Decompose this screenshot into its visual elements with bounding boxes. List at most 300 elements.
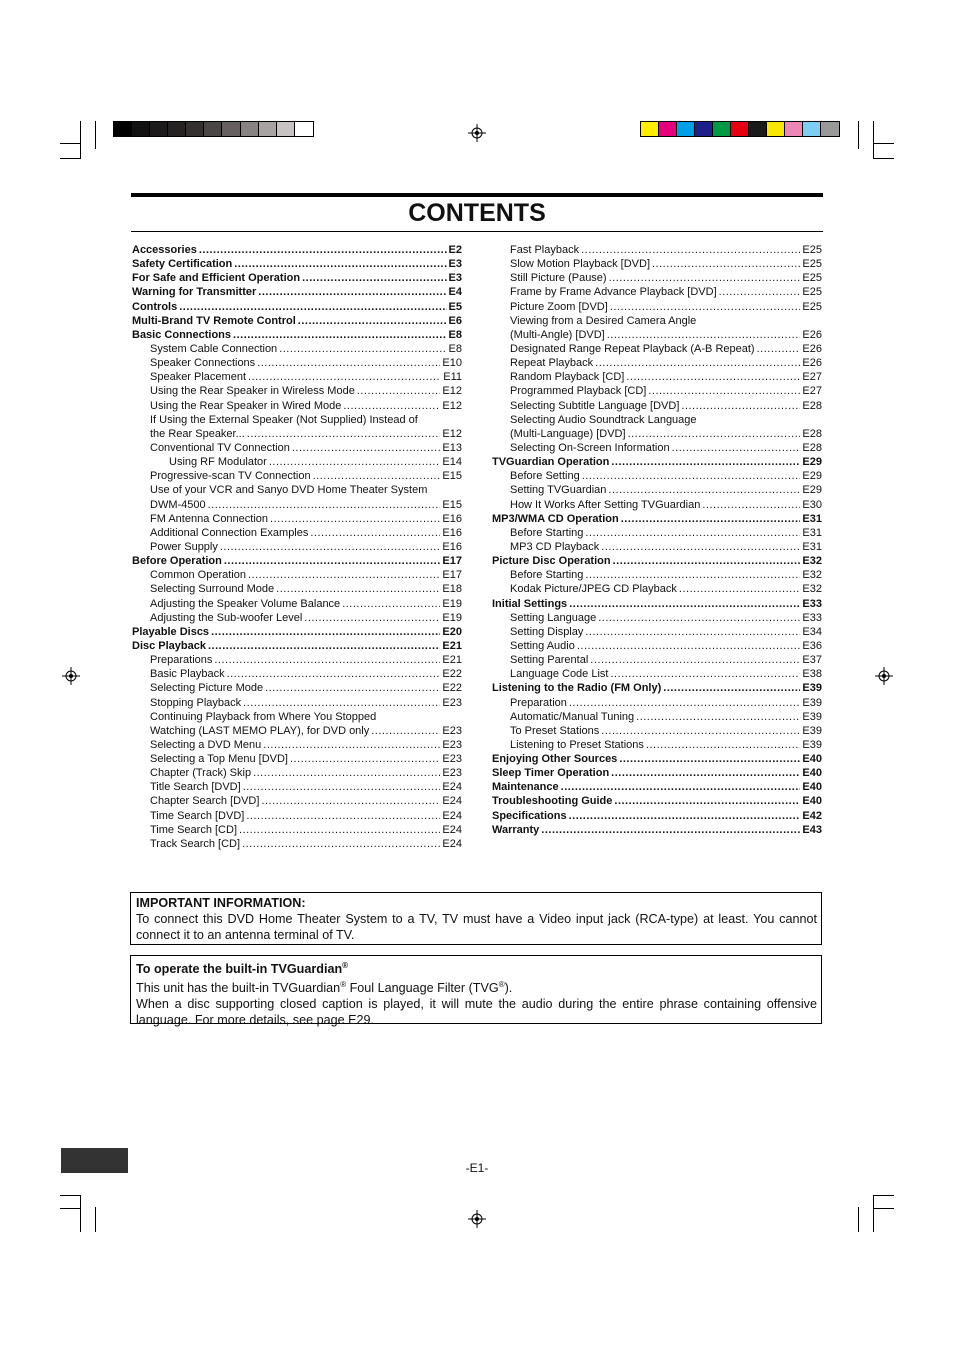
toc-leader-dots xyxy=(246,809,440,823)
toc-entry xyxy=(132,526,462,540)
registration-mark-icon xyxy=(62,667,80,685)
toc-entry-label: Safety Certification xyxy=(132,258,233,271)
toc-entry-label: Stopping Playback xyxy=(150,696,242,709)
toc-entry xyxy=(492,526,822,540)
toc-entry xyxy=(492,696,822,710)
toc-entry-page: E15 xyxy=(442,498,462,511)
toc-entry-label: Listening to the Radio (FM Only) xyxy=(492,682,662,695)
color-swatch xyxy=(785,122,803,136)
toc-leader-dots xyxy=(619,752,800,766)
toc-entry xyxy=(492,328,822,342)
toc-entry-label: Using RF Modulator xyxy=(169,456,267,469)
toc-entry xyxy=(492,766,822,780)
toc-entry xyxy=(492,483,822,497)
toc-entry-page: E29 xyxy=(802,456,822,469)
toc-leader-dots xyxy=(610,667,800,681)
toc-entry xyxy=(132,568,462,582)
toc-entry-label: Before Setting xyxy=(510,470,580,483)
toc-entry-page: E12 xyxy=(442,427,462,440)
toc-entry-page: E39 xyxy=(802,682,822,695)
toc-entry xyxy=(132,710,462,724)
toc-entry xyxy=(492,469,822,483)
toc-leader-dots xyxy=(248,568,440,582)
toc-entry-label: Enjoying Other Sources xyxy=(492,753,618,766)
toc-leader-dots xyxy=(224,554,441,568)
registration-mark-icon xyxy=(468,124,486,142)
toc-entry xyxy=(132,455,462,469)
toc-leader-dots xyxy=(227,667,441,681)
color-swatch xyxy=(259,122,277,136)
toc-entry-page: E16 xyxy=(442,512,462,525)
toc-entry-label: Maintenance xyxy=(492,781,559,794)
crop-mark xyxy=(95,121,96,149)
toc-entry xyxy=(132,483,462,497)
toc-entry-label: Setting Display xyxy=(510,625,584,638)
toc-entry-page: E17 xyxy=(442,569,462,582)
color-swatch xyxy=(222,122,240,136)
toc-entry-label: Time Search [CD] xyxy=(150,823,238,836)
toc-entry-label: Warning for Transmitter xyxy=(132,286,257,299)
toc-entry-page: E25 xyxy=(802,258,822,271)
toc-entry-page: E39 xyxy=(802,710,822,723)
toc-entry xyxy=(492,823,822,837)
toc-entry xyxy=(132,625,462,639)
toc-entry xyxy=(132,752,462,766)
toc-leader-dots xyxy=(269,455,441,469)
toc-entry-page: E30 xyxy=(802,498,822,511)
process-color-bar xyxy=(640,121,840,137)
toc-entry-label: Selecting On-Screen Information xyxy=(510,441,670,454)
crop-mark xyxy=(873,143,894,144)
toc-entry-page: E31 xyxy=(802,540,822,553)
toc-entry-label: FM Antenna Connection xyxy=(150,512,269,525)
toc-entry-label: Still Picture (Pause) xyxy=(510,272,607,285)
toc-entry-label: Selecting a Top Menu [DVD] xyxy=(150,753,288,766)
toc-leader-dots xyxy=(220,540,441,554)
toc-entry xyxy=(492,455,822,469)
color-swatch xyxy=(677,122,695,136)
toc-entry-page: E17 xyxy=(442,555,462,568)
toc-entry-label: Slow Motion Playback [DVD] xyxy=(510,258,650,271)
page-title: CONTENTS xyxy=(408,199,546,227)
toc-leader-dots xyxy=(276,582,440,596)
toc-entry-page: E3 xyxy=(448,258,462,271)
toc-leader-dots xyxy=(357,384,441,398)
toc-entry-label: Initial Settings xyxy=(492,597,568,610)
toc-leader-dots xyxy=(609,271,801,285)
toc-entry-page: E28 xyxy=(802,441,822,454)
toc-entry-page: E24 xyxy=(442,837,462,850)
registration-mark-icon xyxy=(468,1210,486,1228)
toc-leader-dots xyxy=(577,639,801,653)
toc-leader-dots xyxy=(343,399,440,413)
toc-entry-page: E33 xyxy=(802,611,822,624)
toc-entry xyxy=(132,498,462,512)
registration-mark-icon xyxy=(875,667,893,685)
toc-entry xyxy=(492,314,822,328)
color-swatch xyxy=(204,122,222,136)
toc-entry-page: E26 xyxy=(802,357,822,370)
toc-entry xyxy=(132,597,462,611)
toc-entry-page: E23 xyxy=(442,738,462,751)
toc-entry xyxy=(132,257,462,271)
toc-entry-page: E24 xyxy=(442,781,462,794)
toc-entry-page: E12 xyxy=(442,385,462,398)
page-number: -E1- xyxy=(465,1161,489,1175)
toc-entry-label: Warranty xyxy=(492,823,540,836)
toc-entry xyxy=(492,554,822,568)
toc-entry xyxy=(492,780,822,794)
toc-leader-dots xyxy=(263,738,440,752)
toc-entry-label: Automatic/Manual Tuning xyxy=(510,710,635,723)
toc-entry-label: Setting Language xyxy=(510,611,597,624)
toc-entry-page: E4 xyxy=(448,286,462,299)
toc-entry-page: E37 xyxy=(802,654,822,667)
toc-entry xyxy=(132,243,462,257)
toc-entry xyxy=(492,427,822,441)
toc-leader-dots xyxy=(242,837,440,851)
toc-entry-page: E26 xyxy=(802,328,822,341)
toc-leader-dots xyxy=(279,342,446,356)
toc-leader-dots xyxy=(243,696,440,710)
important-body: To connect this DVD Home Theater System to a TV, TV must have a Video input jack (RCA-type) at least. You cannot connect it to an antenna terminal of TV. xyxy=(136,912,817,942)
color-swatch xyxy=(168,122,186,136)
toc-entry-label: Conventional TV Connection xyxy=(150,441,290,454)
important-heading: IMPORTANT INFORMATION: xyxy=(136,896,306,910)
toc-entry-label: Viewing from a Desired Camera Angle xyxy=(510,314,697,327)
toc-entry-label: Before Starting xyxy=(510,569,584,582)
toc-entry-label: Listening to Preset Stations xyxy=(510,738,644,751)
toc-entry-page: E3 xyxy=(448,272,462,285)
toc-entry-page: E39 xyxy=(802,724,822,737)
crop-mark xyxy=(60,1195,81,1196)
toc-leader-dots xyxy=(234,257,446,271)
toc-entry xyxy=(132,809,462,823)
color-swatch xyxy=(659,122,677,136)
toc-entry-label: Chapter Search [DVD] xyxy=(150,795,260,808)
toc-leader-dots xyxy=(614,794,800,808)
toc-entry xyxy=(492,809,822,823)
toc-entry-page: E25 xyxy=(802,286,822,299)
toc-entry xyxy=(492,681,822,695)
toc-entry xyxy=(492,356,822,370)
color-swatch xyxy=(295,122,313,136)
toc-leader-dots xyxy=(371,724,440,738)
toc-entry-page: E34 xyxy=(802,625,822,638)
toc-entry-label: To Preset Stations xyxy=(510,724,600,737)
toc-leader-dots xyxy=(581,243,800,257)
toc-entry xyxy=(132,724,462,738)
toc-leader-dots xyxy=(233,328,447,342)
toc-entry-page: E12 xyxy=(442,399,462,412)
toc-leader-dots xyxy=(628,427,801,441)
toc-leader-dots xyxy=(607,328,801,342)
toc-entry-label: the Rear Speaker... xyxy=(150,427,245,440)
crop-mark xyxy=(858,1207,859,1232)
title-rule-bottom xyxy=(131,231,823,232)
toc-entry-page: E24 xyxy=(442,823,462,836)
toc-entry xyxy=(492,568,822,582)
toc-entry-label: Random Playback [CD] xyxy=(510,371,625,384)
toc-entry-label: Additional Connection Examples xyxy=(150,526,309,539)
toc-leader-dots xyxy=(561,780,801,794)
toc-entry-label: Speaker Placement xyxy=(150,371,246,384)
toc-entry xyxy=(492,370,822,384)
toc-entry xyxy=(132,384,462,398)
toc-leader-dots xyxy=(342,597,440,611)
toc-leader-dots xyxy=(672,441,801,455)
toc-entry-page: E29 xyxy=(802,470,822,483)
toc-entry xyxy=(492,257,822,271)
toc-entry-label: Controls xyxy=(132,300,178,313)
toc-entry xyxy=(132,328,462,342)
toc-entry xyxy=(492,243,822,257)
toc-entry-label: Selecting Picture Mode xyxy=(150,682,264,695)
toc-entry xyxy=(492,752,822,766)
toc-entry-label: Setting Audio xyxy=(510,639,575,652)
color-swatch xyxy=(114,122,132,136)
toc-leader-dots xyxy=(270,512,440,526)
toc-entry xyxy=(132,780,462,794)
toc-entry-page: E27 xyxy=(802,385,822,398)
toc-entry-label: Selecting a DVD Menu xyxy=(150,738,262,751)
toc-entry xyxy=(132,639,462,653)
toc-entry-page: E23 xyxy=(442,724,462,737)
toc-entry-page: E16 xyxy=(442,540,462,553)
toc-entry-label: Fast Playback xyxy=(510,244,580,256)
toc-entry-label: Sleep Timer Operation xyxy=(492,767,610,780)
toc-leader-dots xyxy=(261,794,440,808)
toc-entry-label: Picture Disc Operation xyxy=(492,555,611,568)
toc-entry xyxy=(492,738,822,752)
toc-entry-page: E10 xyxy=(442,357,462,370)
toc-leader-dots xyxy=(298,314,447,328)
toc-entry-label: Troubleshooting Guide xyxy=(492,795,613,808)
toc-entry-page: E40 xyxy=(802,795,822,808)
toc-leader-dots xyxy=(608,483,800,497)
toc-entry-label: Picture Zoom [DVD] xyxy=(510,300,608,313)
toc-entry-page: E23 xyxy=(442,696,462,709)
toc-leader-dots xyxy=(582,469,801,483)
toc-entry-label: Use of your VCR and Sanyo DVD Home Theater System xyxy=(150,484,428,497)
toc-leader-dots xyxy=(613,554,801,568)
toc-entry-label: Progressive-scan TV Connection xyxy=(150,470,311,483)
toc-entry xyxy=(492,667,822,681)
toc-entry xyxy=(492,611,822,625)
toc-entry xyxy=(492,625,822,639)
toc-entry-page: E20 xyxy=(442,625,462,638)
toc-entry xyxy=(132,271,462,285)
toc-entry-page: E24 xyxy=(442,795,462,808)
toc-entry-label: Basic Connections xyxy=(132,328,232,341)
toc-leader-dots xyxy=(595,356,800,370)
toc-entry-label: How It Works After Setting TVGuardian xyxy=(510,498,701,511)
toc-leader-dots xyxy=(611,766,800,780)
toc-entry-page: E40 xyxy=(802,767,822,780)
toc-entry xyxy=(492,794,822,808)
toc-entry-label: Selecting Audio Soundtrack Language xyxy=(510,413,697,426)
toc-entry-label: Title Search [DVD] xyxy=(150,781,241,794)
toc-entry-page: E26 xyxy=(802,342,822,355)
toc-entry-page: E40 xyxy=(802,781,822,794)
toc-entry xyxy=(132,356,462,370)
color-swatch xyxy=(695,122,713,136)
grayscale-color-bar xyxy=(113,121,314,137)
toc-leader-dots xyxy=(702,498,800,512)
toc-leader-dots xyxy=(302,271,446,285)
crop-mark xyxy=(873,121,874,158)
toc-entry-label: Selecting Surround Mode xyxy=(150,583,275,596)
color-swatch xyxy=(803,122,821,136)
toc-leader-dots xyxy=(211,625,440,639)
toc-entry-page: E28 xyxy=(802,427,822,440)
crop-mark xyxy=(80,1195,81,1232)
toc-entry-label: If Using the External Speaker (Not Supplied) Instead of xyxy=(150,413,418,426)
toc-entry-label: (Multi-Language) [DVD] xyxy=(510,427,626,440)
toc-entry-label: Power Supply xyxy=(150,540,218,553)
toc-entry-label: DWM-4500 xyxy=(150,498,206,511)
toc-leader-dots xyxy=(258,285,446,299)
toc-leader-dots xyxy=(646,738,801,752)
toc-leader-dots xyxy=(585,625,800,639)
toc-entry-label: Setting TVGuardian xyxy=(510,484,607,497)
color-swatch xyxy=(749,122,767,136)
toc-entry xyxy=(132,653,462,667)
toc-entry xyxy=(132,342,462,356)
toc-entry-label: Adjusting the Sub-woofer Level xyxy=(150,611,303,624)
toc-leader-dots xyxy=(626,370,800,384)
toc-entry xyxy=(132,554,462,568)
toc-leader-dots xyxy=(310,526,440,540)
toc-entry-label: (Multi-Angle) [DVD] xyxy=(510,328,605,341)
toc-leader-dots xyxy=(243,780,441,794)
toc-entry-label: Watching (LAST MEMO PLAY), for DVD only xyxy=(150,724,370,737)
toc-leader-dots xyxy=(585,568,800,582)
toc-leader-dots xyxy=(292,441,441,455)
toc-entry xyxy=(132,738,462,752)
toc-leader-dots xyxy=(610,300,801,314)
toc-entry-page: E22 xyxy=(442,682,462,695)
toc-leader-dots xyxy=(199,243,447,257)
toc-entry-label: Before Starting xyxy=(510,526,584,539)
toc-entry-label: For Safe and Efficient Operation xyxy=(132,272,301,285)
toc-leader-dots xyxy=(247,427,441,441)
toc-leader-dots xyxy=(208,498,441,512)
color-swatch xyxy=(132,122,150,136)
toc-leader-dots xyxy=(681,399,800,413)
toc-entry-page: E32 xyxy=(802,555,822,568)
toc-entry xyxy=(132,469,462,483)
toc-entry-page: E2 xyxy=(448,244,462,256)
toc-entry-page: E21 xyxy=(442,639,462,652)
crop-mark xyxy=(80,121,81,158)
toc-entry-page: E25 xyxy=(802,300,822,313)
color-swatch xyxy=(731,122,749,136)
toc-entry-label: Designated Range Repeat Playback (A-B Repeat) xyxy=(510,342,755,355)
toc-entry-label: Adjusting the Speaker Volume Balance xyxy=(150,597,341,610)
color-swatch xyxy=(186,122,204,136)
toc-entry xyxy=(492,653,822,667)
crop-mark xyxy=(858,121,859,149)
title-rule-top xyxy=(131,193,823,197)
toc-leader-dots xyxy=(304,611,440,625)
toc-entry xyxy=(492,285,822,299)
toc-entry xyxy=(132,314,462,328)
toc-right-column xyxy=(492,243,822,837)
tvguardian-line2: When a disc supporting closed caption is played, it will mute the audio during the entire phrase containing offensive language. For more details, see page E29. xyxy=(136,997,817,1028)
color-swatch xyxy=(821,122,839,136)
toc-leader-dots xyxy=(648,384,800,398)
toc-entry-page: E15 xyxy=(442,470,462,483)
toc-entry xyxy=(132,413,462,427)
toc-entry-page: E36 xyxy=(802,639,822,652)
color-swatch xyxy=(277,122,295,136)
toc-left-column xyxy=(132,243,462,851)
toc-entry-page: E32 xyxy=(802,583,822,596)
toc-entry-page: E25 xyxy=(802,244,822,256)
toc-entry xyxy=(132,300,462,314)
crop-mark xyxy=(60,158,81,159)
toc-entry-page: E16 xyxy=(442,526,462,539)
toc-entry xyxy=(492,384,822,398)
toc-leader-dots xyxy=(590,653,800,667)
toc-entry-label: Using the Rear Speaker in Wired Mode xyxy=(150,399,342,412)
toc-entry-page: E40 xyxy=(802,753,822,766)
toc-entry-page: E19 xyxy=(442,597,462,610)
toc-entry-label: System Cable Connection xyxy=(150,342,278,355)
toc-entry-label: Preparation xyxy=(510,696,567,709)
tvguardian-line1: This unit has the built-in TVGuardian® Foul Language Filter (TVG®). xyxy=(136,980,513,996)
toc-entry-label: Setting Parental xyxy=(510,654,589,667)
toc-entry-page: E39 xyxy=(802,696,822,709)
toc-entry-page: E31 xyxy=(802,512,822,525)
toc-leader-dots xyxy=(290,752,440,766)
toc-leader-dots xyxy=(257,356,440,370)
color-swatch xyxy=(641,122,659,136)
toc-entry-page: E32 xyxy=(802,569,822,582)
color-swatch xyxy=(150,122,168,136)
toc-entry xyxy=(492,639,822,653)
toc-leader-dots xyxy=(719,285,801,299)
toc-entry-page: E13 xyxy=(442,441,462,454)
toc-entry-label: Track Search [CD] xyxy=(150,837,241,850)
toc-entry-page: E39 xyxy=(802,738,822,751)
toc-entry xyxy=(132,681,462,695)
toc-entry xyxy=(492,300,822,314)
toc-entry-page: E14 xyxy=(442,456,462,469)
toc-entry-page: E11 xyxy=(443,371,462,384)
toc-entry-page: E8 xyxy=(448,328,462,341)
toc-leader-dots xyxy=(757,342,801,356)
toc-entry-label: Basic Playback xyxy=(150,668,225,681)
toc-entry-label: MP3/WMA CD Operation xyxy=(492,512,619,525)
toc-entry xyxy=(492,342,822,356)
toc-leader-dots xyxy=(313,469,441,483)
toc-entry-page: E24 xyxy=(442,809,462,822)
toc-leader-dots xyxy=(585,526,800,540)
toc-leader-dots xyxy=(679,582,801,596)
toc-leader-dots xyxy=(253,766,440,780)
toc-leader-dots xyxy=(239,823,440,837)
crop-mark xyxy=(873,1208,894,1209)
tvguardian-heading: To operate the built-in TVGuardian® xyxy=(136,961,349,977)
toc-entry xyxy=(132,582,462,596)
toc-leader-dots xyxy=(601,540,800,554)
color-swatch xyxy=(713,122,731,136)
toc-entry-label: Language Code List xyxy=(510,668,609,681)
toc-entry xyxy=(132,285,462,299)
toc-entry-label: Continuing Playback from Where You Stopped xyxy=(150,710,377,723)
